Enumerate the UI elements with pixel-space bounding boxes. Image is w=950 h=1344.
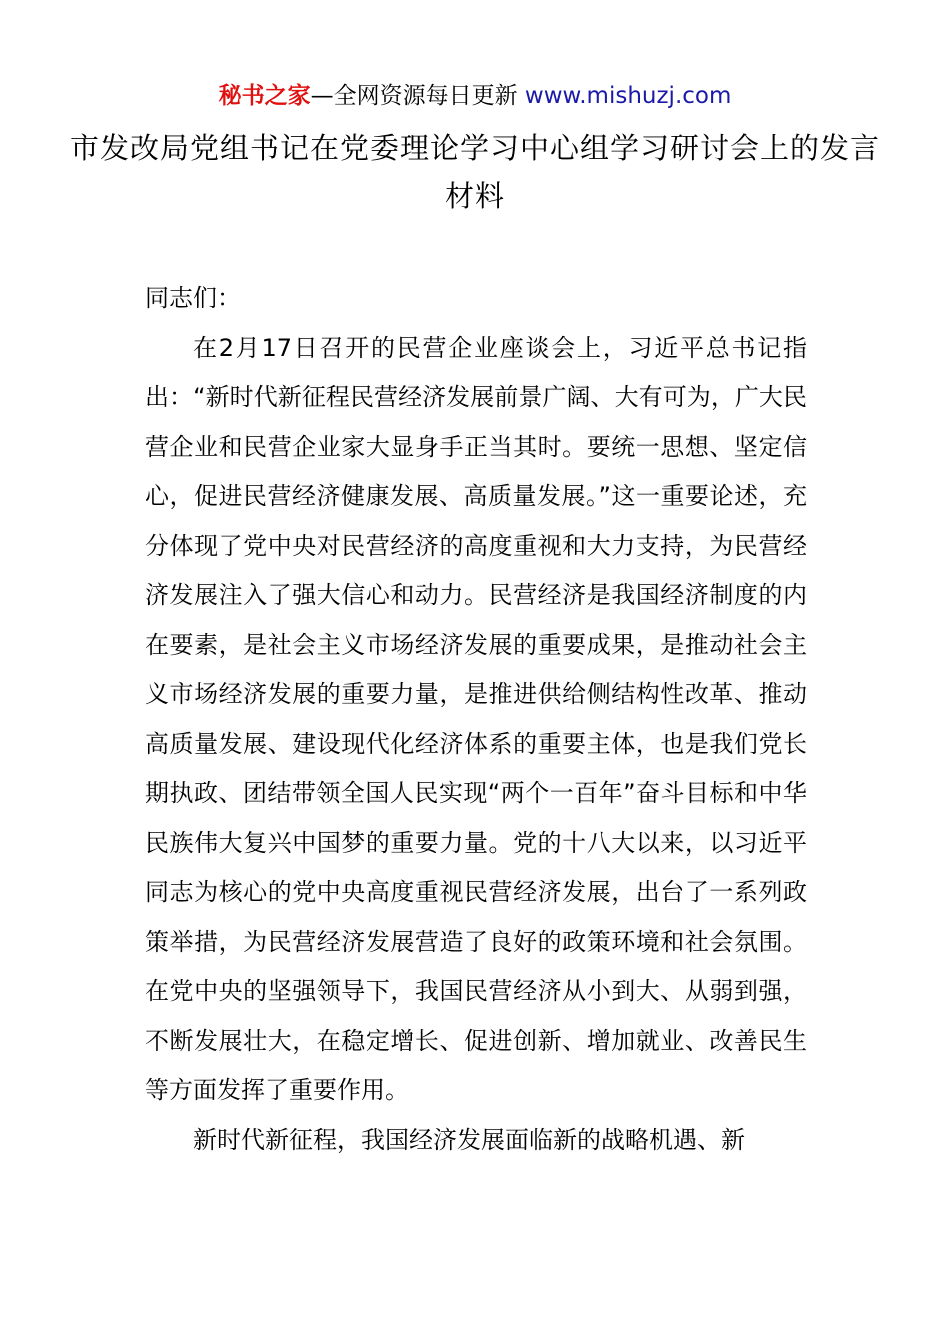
paragraph-1: 在2月17日召开的民营企业座谈会上，习近平总书记指出：“新时代新征程民营经济发展前景广阔、大有可为，广大民营企业和民营企业家大显身手正当其时。要统一思想、坚定信心，促进民营经济健康发展、高质量发展。”这一重要论述，充分体现了党中央对民营经济的高度重视和大力支持，为民营经济发展注入了强大信心和动力。民营经济是我国经济制度的内在要素，是社会主义市场经济发展的重要成果，是推动社会主义市场经济发展的重要力量，是推进供给侧结构性改革、推动高质量发展、建设现代化经济体系的重要主体，也是我们党长期执政、团结带领全国人民实现“两个一百年”奋斗目标和中华民族伟大复兴中国梦的重要力量。党的十八大以来，以习近平同志为核心的党中央高度重视民营经济发展，出台了一系列政策举措，为民营经济发展营造了良好的政策环境和社会氛围。在党中央的坚强领导下，我国民营经济从小到大、从弱到强，不断发展壮大，在稳定增长、促进创新、增加就业、改善民生等方面发挥了重要作用。: [145, 333, 807, 1104]
paragraph-2: 新时代新征程，我国经济发展面临新的战略机遇、新: [193, 1125, 745, 1154]
salutation: 同志们：: [145, 284, 241, 312]
site-header: [0, 80, 950, 112]
document-body: [145, 274, 807, 1165]
site-url-link[interactable]: www.mishuzj.com: [524, 83, 732, 109]
document-title: 市发改局党组书记在党委理论学习中心组学习研讨会上的发言材料: [69, 131, 880, 213]
header-tagline: —全网资源每日更新: [310, 83, 525, 109]
brand-name: 秘书之家: [218, 83, 311, 109]
